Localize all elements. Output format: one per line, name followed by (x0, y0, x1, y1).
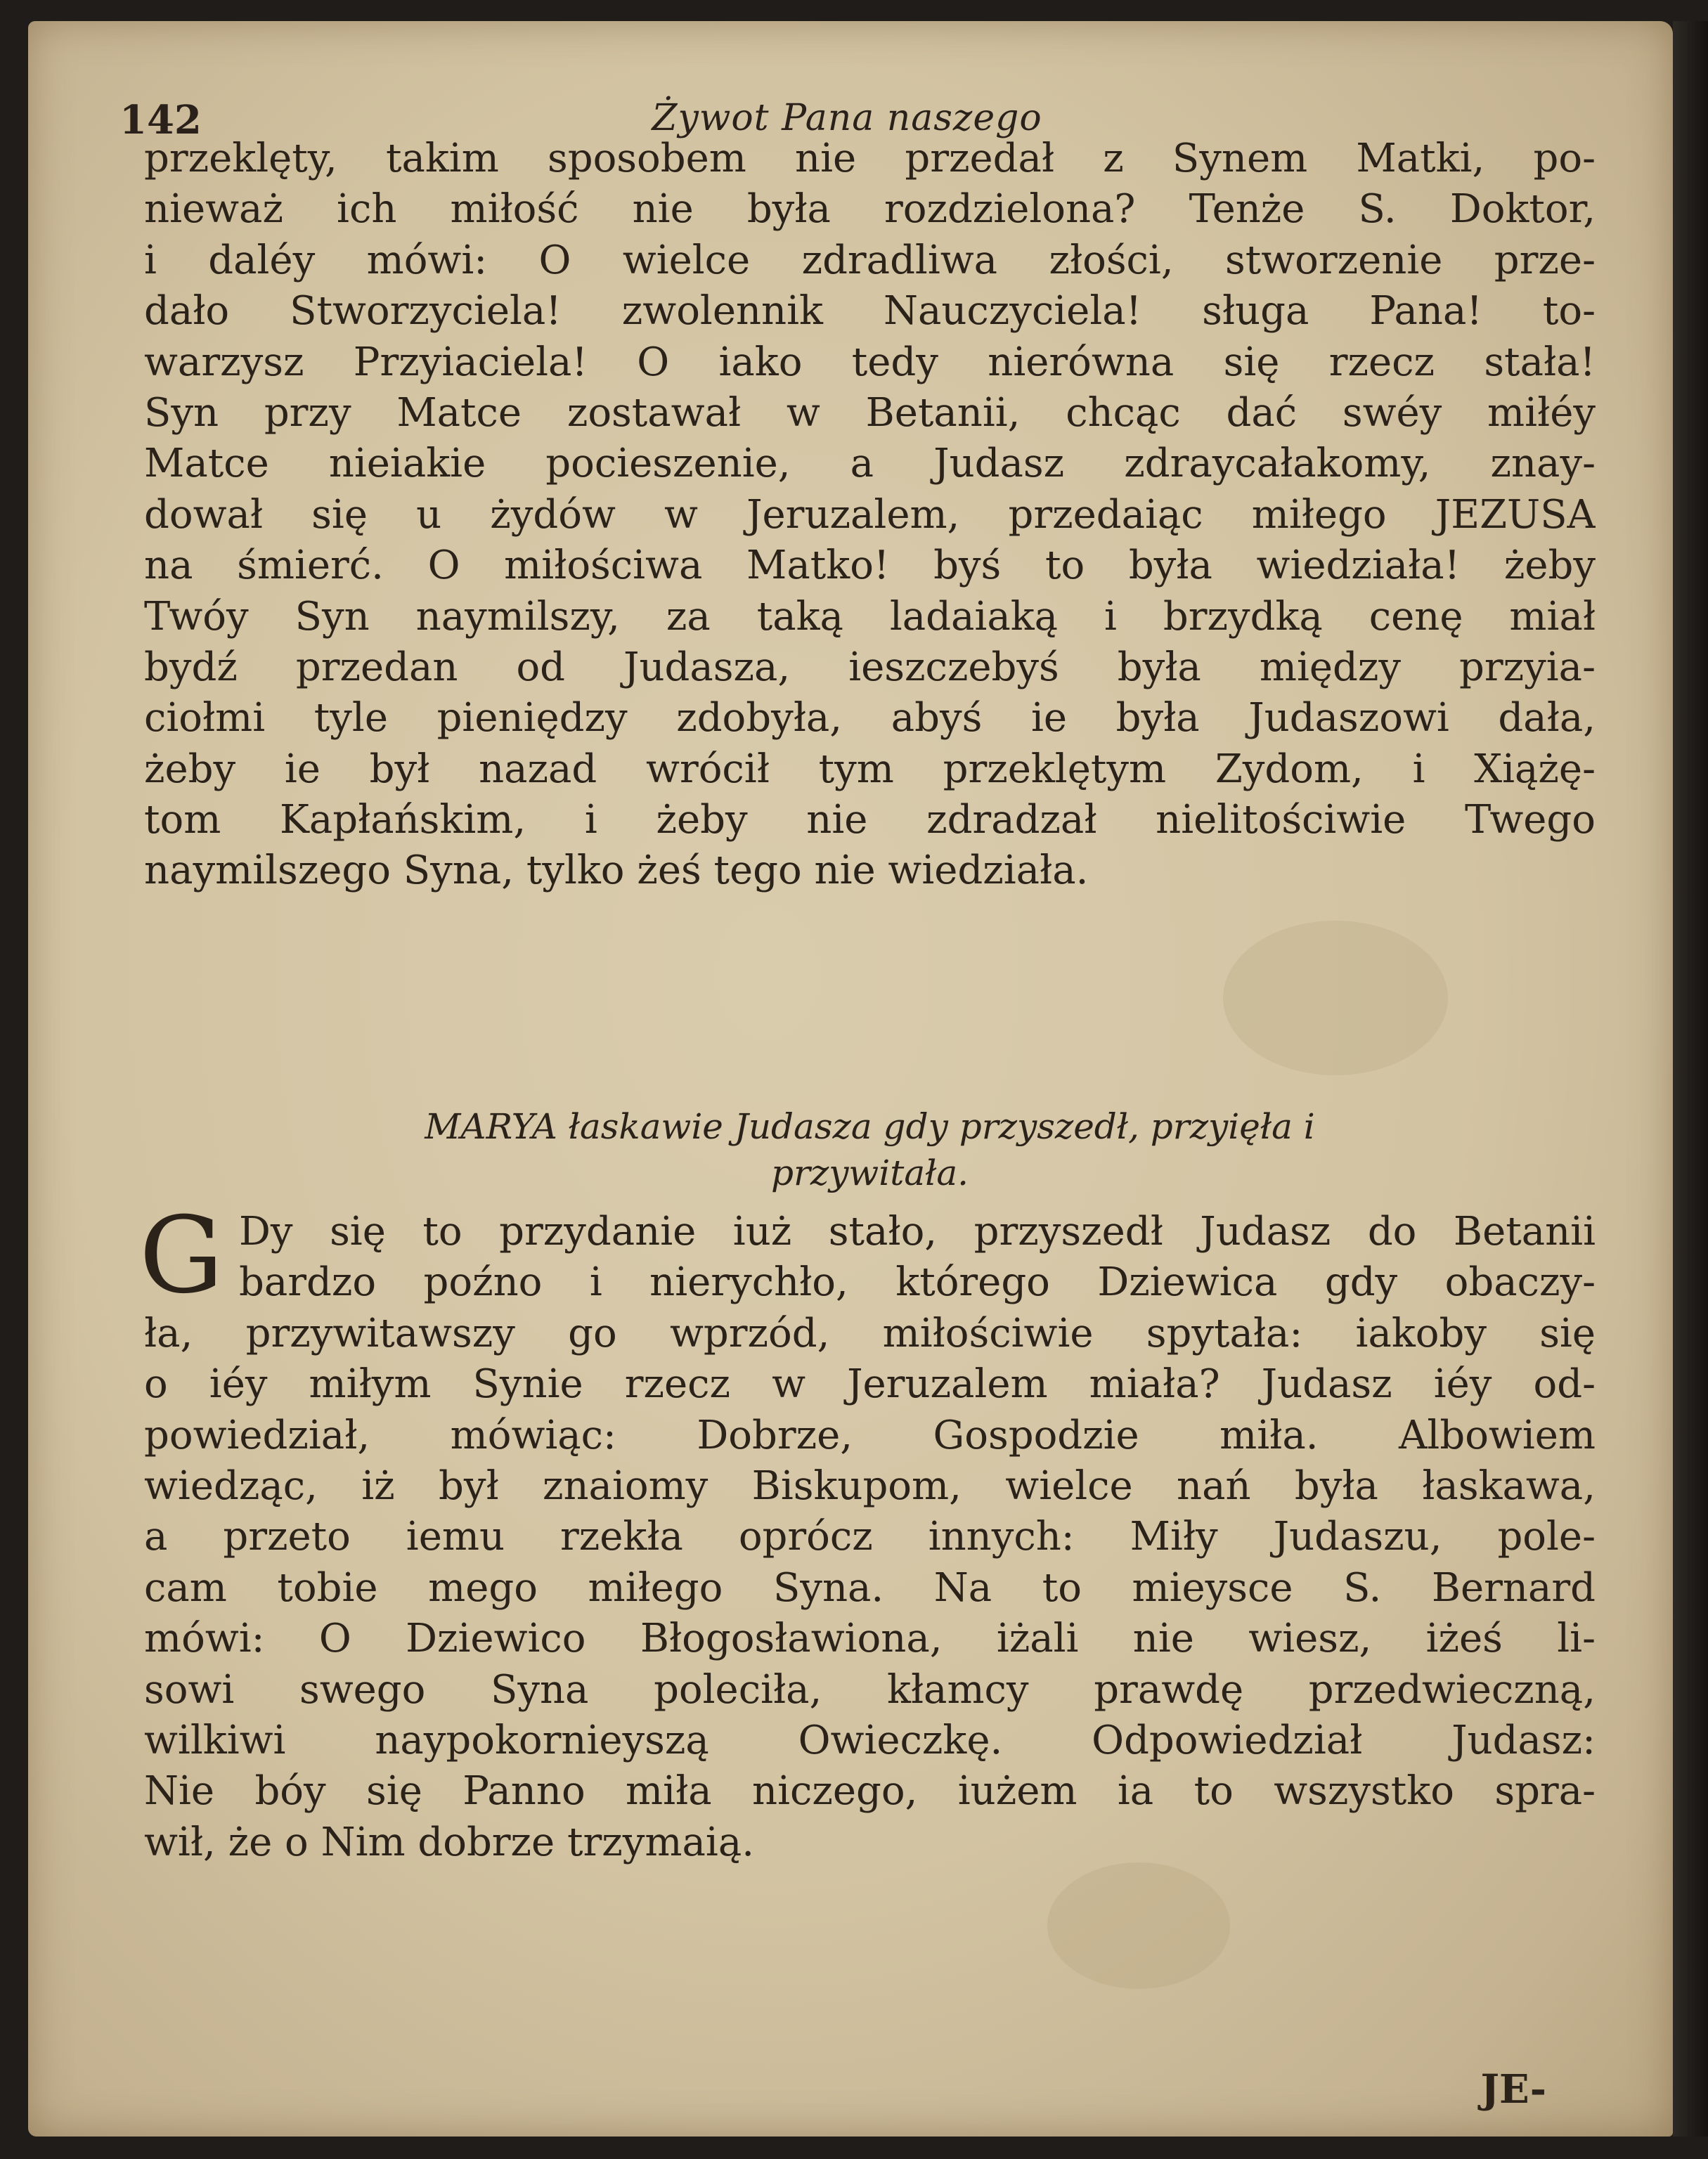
paragraph-2-indented (239, 1207, 1596, 1309)
text-line: naymilszego Syna, tylko żeś tego nie wiedziała. (144, 848, 1089, 894)
text-line: dował się u żydów w Jeruzalem, przedaiąc miłego JEZUSA (144, 491, 1596, 538)
text-line: bardzo poźno i nierychło, którego Dziewica gdy obaczy- (239, 1259, 1596, 1306)
text-line: nieważ ich miłość nie była rozdzielona? Tenże S. Doktor, (144, 186, 1596, 233)
page-number: 142 (119, 97, 202, 143)
text-line: o iéy miłym Synie rzecz w Jeruzalem miała? Judasz iéy od- (144, 1361, 1596, 1408)
text-line: na śmierć. O miłościwa Matko! byś to była wiedziała! żeby (144, 543, 1596, 589)
running-title: Żywot Pana naszego (652, 97, 1042, 139)
book-edge (1673, 21, 1708, 2137)
text-line: wilkiwi naypokornieyszą Owieczkę. Odpowiedział Judasz: (144, 1717, 1596, 1763)
text-line: Syn przy Matce zostawał w Betanii, chcąc dać swéy miłéy (144, 389, 1596, 436)
text-line: powiedział, mówiąc: Dobrze, Gospodzie miła. Albowiem (144, 1412, 1596, 1458)
text-line: a przeto iemu rzekła oprócz innych: Miły Judaszu, pole- (144, 1514, 1596, 1560)
text-line: ciołmi tyle pieniędzy zdobyła, abyś ie była Judaszowi dała, (144, 695, 1596, 741)
paper-stain (1223, 921, 1448, 1075)
text-line: Dy się to przydanie iuż stało, przyszedł Judasz do Betanii (239, 1209, 1596, 1254)
text-line: dało Stworzyciela! zwolennik Nauczyciela! sługa Pana! to- (144, 288, 1596, 335)
text-line: ła, przywitawszy go wprzód, miłościwie spytała: iakoby się (144, 1310, 1596, 1356)
text-line: żeby ie był nazad wrócił tym przeklętym Zydom, i Xiążę- (144, 746, 1596, 792)
drop-cap: G (139, 1195, 224, 1317)
text-line: tom Kapłańskim, i żeby nie zdradzał nielitościwie Twego (144, 797, 1596, 843)
text-line: Nie bóy się Panno miła niczego, iużem ia to wszystko spra- (144, 1768, 1596, 1815)
text-line: wił, że o Nim dobrze trzymaią. (144, 1819, 754, 1865)
section-heading-line: MARYA łaskawie Judasza gdy przyszedł, przyięła i (425, 1106, 1315, 1147)
text-line: Twóy Syn naymilszy, za taką ladaiaką i brzydką cenę miał (144, 593, 1596, 640)
text-line: sowi swego Syna poleciła, kłamcy prawdę przedwieczną, (144, 1666, 1596, 1713)
text-line: bydź przedan od Judasza, ieszczebyś była między przyia- (144, 644, 1596, 690)
section-heading-line: przywitała. (770, 1153, 969, 1193)
catchword: JE- (1480, 2066, 1546, 2113)
text-line: Matce nieiakie pocieszenie, a Judasz zdraycałakomy, znay- (144, 441, 1596, 487)
paragraph-1 (144, 134, 1596, 897)
text-line: cam tobie mego miłego Syna. Na to mieysce S. Bernard (144, 1564, 1596, 1611)
section-heading (144, 1103, 1596, 1196)
text-line: i daléy mówi: O wielce zdradliwa złości, stworzenie prze- (144, 237, 1596, 283)
text-line: warzysz Przyiaciela! O iako tedy nierówna się rzecz stała! (144, 339, 1596, 385)
paper-stain (1047, 1862, 1230, 1989)
text-line: wiedząc, iż był znaiomy Biskupom, wielce nań była łaskawa, (144, 1463, 1596, 1509)
text-line: przeklęty, takim sposobem nie przedał z Synem Matki, po- (144, 136, 1596, 181)
paragraph-2 (144, 1309, 1596, 1868)
text-line: mówi: O Dziewico Błogosławiona, iżali nie wiesz, iżeś li- (144, 1616, 1596, 1662)
